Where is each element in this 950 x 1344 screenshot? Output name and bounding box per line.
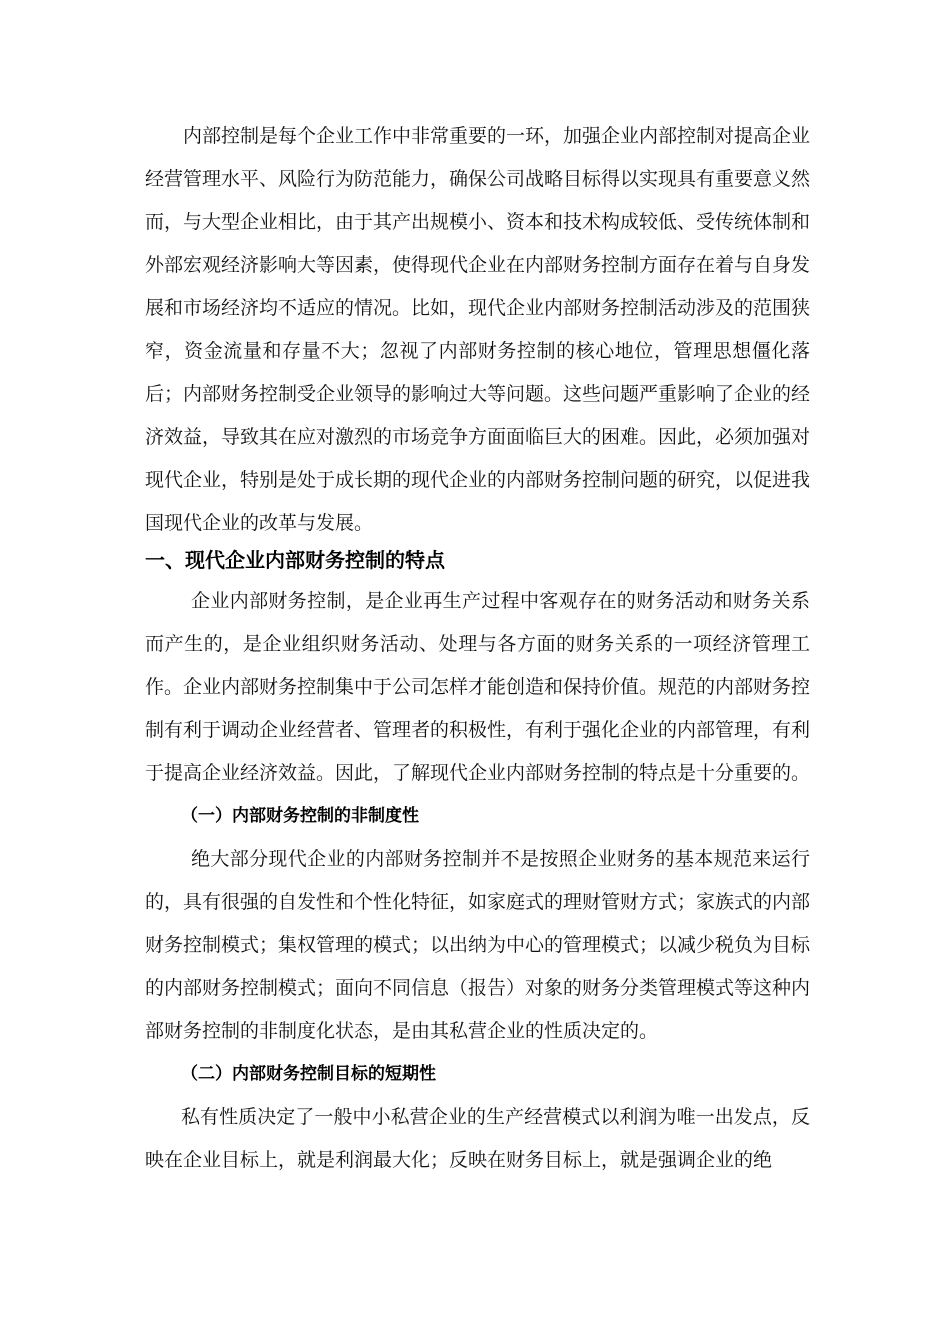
intro-paragraph: 内部控制是每个企业工作中非常重要的一环，加强企业内部控制对提高企业经营管理水平、风险行为防范能力，确保公司战略目标得以实现具有重要意义然而，与大型企业相比，由于其产出规模小、资本和技术构成较低、受传统体制和外部宏观经济影响大等因素，使得现代企业在内部财务控制方面存在着与自身发展和市场经济均不适应的情况。比如，现代企业内部财务控制活动涉及的范围狭窄，资金流量和存量不大；忽视了内部财务控制的核心地位，管理思想僵化落后；内部财务控制受企业领导的影响过大等问题。这些问题严重影响了企业的经济效益，导致其在应对激烈的市场竞争方面面临巨大的困难。因此，必须加强对现代企业，特别是处于成长期的现代企业的内部财务控制问题的研究，以促进我国现代企业的改革与发展。 <box>145 125 811 534</box>
subsection-heading-non-institutional: （一）内部财务控制的非制度性 <box>181 806 419 826</box>
section-heading-characteristics: 一、现代企业内部财务控制的特点 <box>145 548 445 572</box>
section-characteristics-paragraph: 企业内部财务控制，是企业再生产过程中客观存在的财务活动和财务关系而产生的，是企业组织财务活动、处理与各方面的财务关系的一项经济管理工作。企业内部财务控制集中于公司怎样才能创造和保持价值。规范的内部财务控制有利于调动企业经营者、管理者的积极性，有利于强化企业的内部管理，有利于提高企业经济效益。因此，了解现代企业内部财务控制的特点是十分重要的。 <box>145 590 811 784</box>
document-content <box>145 115 810 1182</box>
subsection-short-term-paragraph: 私有性质决定了一般中小私营企业的生产经营模式以利润为唯一出发点，反映在企业目标上，就是利润最大化；反映在财务目标上，就是强调企业的绝 <box>145 1106 810 1171</box>
subsection-heading-short-term: （二）内部财务控制目标的短期性 <box>181 1064 436 1084</box>
subsection-non-institutional-paragraph: 绝大部分现代企业的内部财务控制并不是按照企业财务的基本规范来运行的，具有很强的自发性和个性化特征，如家庭式的理财管财方式；家族式的内部财务控制模式；集权管理的模式；以出纳为中心的管理模式；以减少税负为目标的内部财务控制模式；面向不同信息（报告）对象的财务分类管理模式等这种内部财务控制的非制度化状态，是由其私营企业的性质决定的。 <box>145 848 811 1042</box>
